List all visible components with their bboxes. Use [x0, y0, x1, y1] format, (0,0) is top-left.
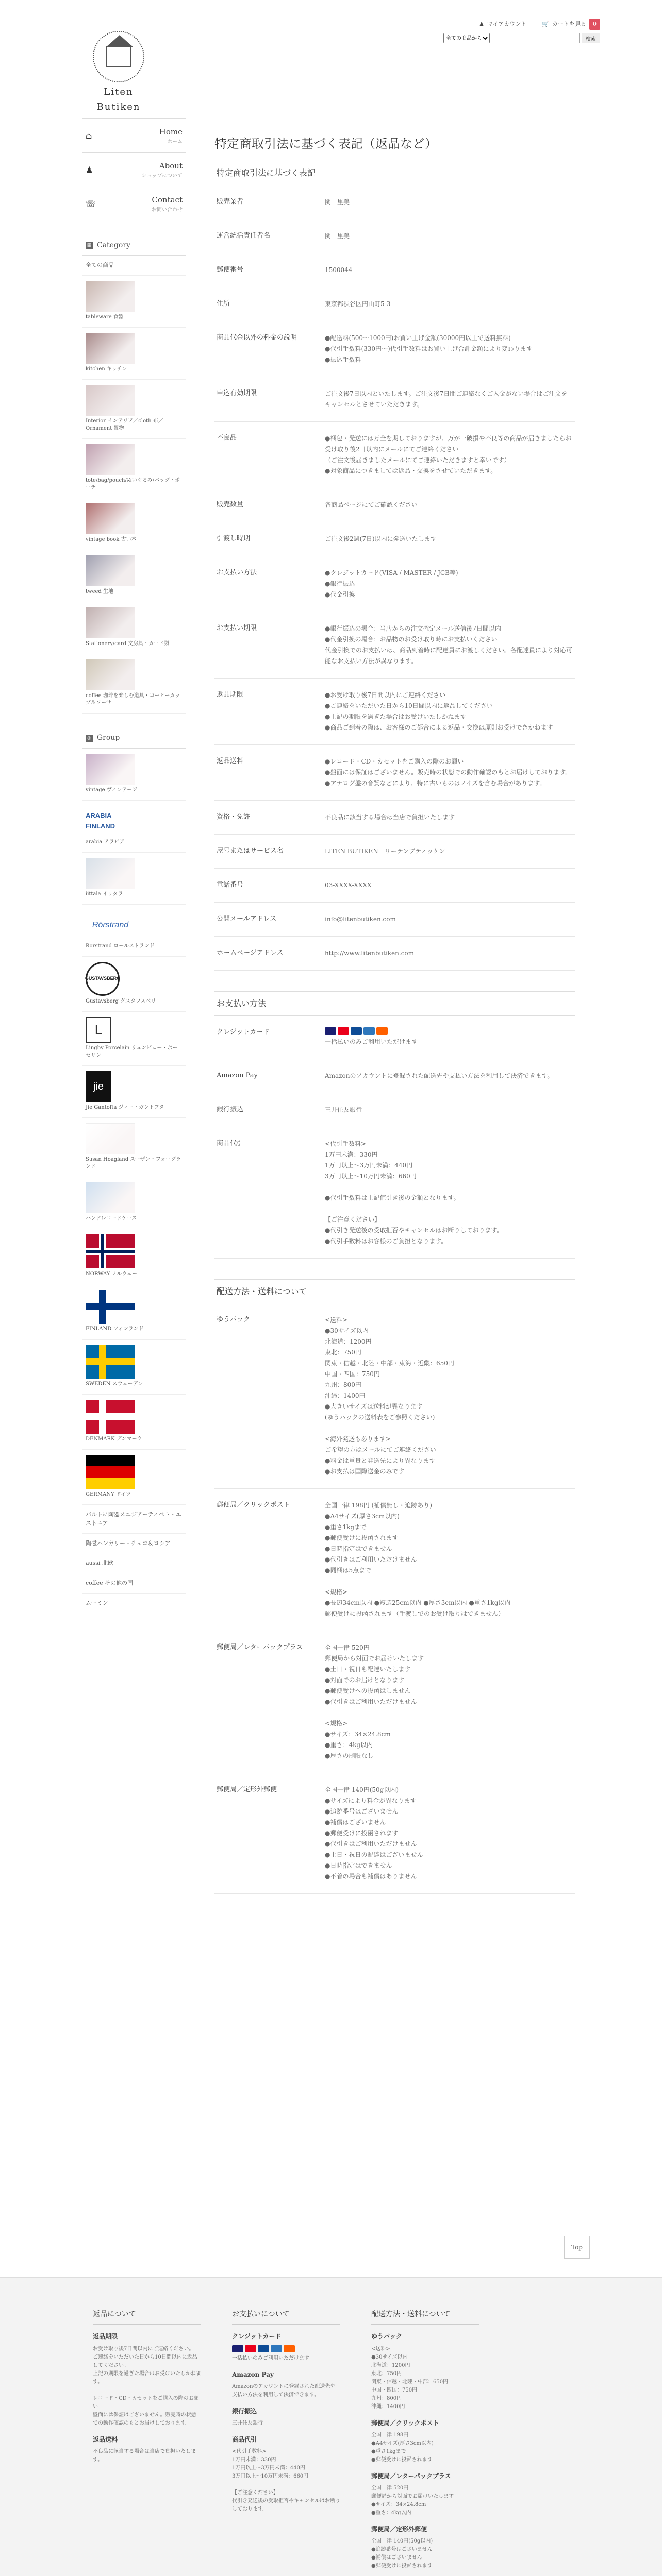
row-label: 返品送料 — [217, 757, 244, 765]
row-value — [325, 1315, 573, 1477]
group-thumbnail — [86, 806, 135, 837]
row-label: 販売数量 — [217, 500, 244, 509]
row-label: 不良品 — [217, 434, 237, 442]
footer-col-body — [232, 2332, 340, 2514]
group-thumbnail — [86, 858, 135, 889]
row-value — [325, 534, 573, 545]
footer-col-body — [371, 2332, 479, 2570]
table-row — [214, 1059, 575, 1093]
group-label: ハンドレコードケース — [86, 1215, 137, 1222]
norway-flag-icon — [86, 1234, 135, 1268]
row-label: 申込有効期限 — [217, 389, 257, 397]
phone-icon: ☏ — [86, 198, 96, 209]
nav-labels — [159, 126, 186, 146]
footer-item-text: <送料> ●30サイズ以内 北海道：1200円 東北：750円 関東・信越・北陸・中部：650円 中国・四国：750円 九州：800円 沖縄：1400円 — [371, 2346, 449, 2410]
nav-label-jp: ショップについて — [141, 173, 183, 179]
group-label: GERMANY ドイツ — [86, 1491, 131, 1497]
footer-item-heading: 返品期限 — [93, 2333, 118, 2341]
sidebar-link[interactable]: aussi 北欧 — [82, 1553, 186, 1573]
group-item[interactable] — [82, 1229, 186, 1284]
group-item[interactable] — [82, 749, 186, 801]
group-label: Rorstrand ロールストランド — [86, 943, 155, 949]
row-value-text: 関 里美 — [325, 232, 350, 240]
footer-item-heading: 郵便局／レターパックプラス — [371, 2472, 451, 2480]
row-value-text: <送料> ●30サイズ以内 北海道：1200円 東北：750円 関東・信越・北陸・中部・東海・近畿：650円 中国・四国：750円 九州：800円 沖縄：1400円 ●大きいサイズは送料が異なります (ゆうパックの送料表をご参照ください) <海外発送もあります> ご希望の方はメールにてご連絡ください ●料金は重量と発送先により異なります ●お支払は国際送金のみです — [325, 1316, 454, 1476]
table-row — [214, 1127, 575, 1259]
footer-item-heading: 商品代引 — [232, 2435, 257, 2443]
row-value — [325, 623, 573, 667]
cart-count-badge: 0 — [589, 19, 600, 30]
group-heading — [82, 728, 186, 749]
row-value-text: ご注文後2週(7日)以内に発送いたします — [325, 535, 437, 543]
group-heading-text: Group — [97, 734, 120, 742]
row-value-text: ●梱包・発送には万全を期しておりますが、万が一破損や不良等の商品が届きましたらお受け取り後2日以内にメールにてご連絡ください （ご注文後届きましたメールにてご連絡いただきますと幸いです） ●対象商品につきましては返品・交換をさせていただきます。 — [325, 434, 572, 474]
row-value-text: ●クレジットカード(VISA / MASTER / JCB等) ●銀行振込 ●代金引換 — [325, 569, 458, 598]
group-logo-text: L — [94, 1021, 103, 1037]
table-row — [214, 377, 575, 422]
nav-label-en: Contact — [152, 195, 183, 205]
group-thumbnail — [86, 1123, 135, 1154]
row-value — [325, 333, 573, 365]
row-label: お支払い期限 — [217, 624, 257, 632]
group-thumbnail — [86, 1017, 111, 1043]
footer-col-heading: お支払いについて — [232, 2309, 340, 2325]
row-value-text: 各商品ページにてご確認ください — [325, 501, 418, 509]
group-item[interactable] — [82, 1284, 186, 1340]
footer-item-heading: 郵便局／定形外郵便 — [371, 2525, 427, 2533]
table-row — [214, 612, 575, 679]
search-scope-select[interactable] — [443, 33, 490, 43]
person-icon: ♟ — [86, 164, 93, 175]
category-item[interactable] — [82, 498, 186, 550]
finland-flag-icon — [86, 1290, 135, 1324]
row-value-text: ●お受け取り後7日間以内にご連絡ください ●ご連絡をいただいた日から10日間以内に返品してください ●上記の期限を過ぎた場合はお受けいたしかねます ●商品ご到着の際は、お客様のご都合による返品・交換は原則お受けできかねます — [325, 691, 553, 731]
category-thumbnail — [86, 607, 135, 638]
group-logo-text: Rörstrand — [92, 920, 129, 929]
cart-icon: 🛒 — [542, 21, 549, 27]
row-value-text: ●配送料(500〜1000円)お買い上げ金額(30000円以上で送料無料) ●代引手数料(330円〜)代引手数料はお買い上げ合計金額により変わります ●振込手数料 — [325, 334, 533, 363]
row-value-text: <代引手数料> 1万円未満：330円 1万円以上〜3万円未満：440円 3万円以上〜10万円未満：660円 ●代引手数料は上記値引き後の金額となります。 【ご注意ください】 ●代引き発送後の受取拒否やキャンセルはお断りしております。 ●代引手数料はお客様のご負担となります。 — [325, 1140, 503, 1245]
amex-card-icon — [363, 1027, 375, 1035]
nav-label-en: About — [159, 161, 183, 171]
category-label: tableware 食器 — [86, 314, 124, 320]
utility-links — [479, 19, 600, 30]
row-label: ゆうパック — [217, 1316, 251, 1324]
category-item[interactable] — [82, 328, 186, 380]
row-label: 商品代引 — [217, 1139, 244, 1147]
sidebar-nav-about[interactable] — [82, 152, 186, 187]
category-thumbnail — [86, 281, 135, 312]
group-label: Lingby Porcelain リュンビュー・ポーセリン — [86, 1045, 178, 1058]
row-value — [325, 197, 573, 208]
group-item[interactable] — [82, 1118, 186, 1177]
row-value-text: 一括払いのみご利用いただけます — [325, 1038, 418, 1045]
group-list — [82, 749, 186, 1505]
group-label: iittala イッタラ — [86, 891, 123, 897]
row-value — [325, 1105, 573, 1115]
footer-columns — [0, 2278, 662, 2570]
group-item[interactable] — [82, 1066, 186, 1118]
row-value-text: ご注文後7日以内といたします。ご注文後7日間ご連絡なくご入金がない場合はご注文をキャンセルとさせていただきます。 — [325, 389, 568, 408]
row-label: 返品期限 — [217, 690, 244, 699]
sidebar-link[interactable]: ムーミン — [82, 1594, 186, 1614]
section-heading-payment: お支払い方法 — [214, 991, 575, 1016]
house-icon: ⌂ — [86, 130, 92, 141]
footer-item-heading: ゆうパック — [371, 2333, 403, 2341]
group-label: DENMARK デンマーク — [86, 1436, 142, 1442]
table-row — [214, 1773, 575, 1894]
group-thumbnail — [86, 1071, 111, 1102]
amex-card-icon — [271, 2345, 282, 2352]
category-thumbnail — [86, 555, 135, 586]
row-value — [325, 948, 573, 959]
category-label: vintage book 古い本 — [86, 536, 137, 543]
row-label: 郵便局／定形外郵便 — [217, 1786, 277, 1794]
group-item[interactable] — [82, 957, 186, 1012]
search-bar — [443, 33, 600, 43]
category-all-link[interactable]: 全ての商品 — [82, 256, 186, 276]
section-heading-legal: 特定商取引法に基づく表記 — [214, 161, 575, 185]
sweden-flag-icon — [86, 1345, 135, 1379]
footer-card-icons — [232, 2345, 340, 2352]
category-item[interactable] — [82, 602, 186, 654]
header — [0, 0, 662, 118]
group-item[interactable] — [82, 1177, 186, 1229]
logo-house-icon — [106, 46, 131, 67]
group-thumbnail — [86, 1182, 135, 1213]
row-value-text: 全国一律 198円 (補償無し・追跡あり) ●A4サイズ(厚さ3cm以内) ●重さ1kgまで ●郵便受けに投函されます ●日時指定はできません ●代引きはご利用いただけません ●同梱は5点まで <規格> ●長辺34cm以内 ●短辺25cm以内 ●厚さ3cm以内 ●重さ1kg以内 郵便受けに投函されます（手渡しでのお受け取りはできません） — [325, 1502, 511, 1618]
germany-flag-icon — [86, 1455, 135, 1489]
row-value-text: 全国一律 520円 郵便局から対面でお届けいたします ●土日・祝日も配達いたします ●対面でのお届けとなります ●郵便受けへの投函はしません ●代引きはご利用いただけません <規格> ●サイズ：34×24.8cm ●重さ：4kg以内 ●厚さの制限なし — [325, 1644, 424, 1760]
row-value — [325, 388, 573, 410]
row-value-text: http://www.litenbutiken.com — [325, 949, 415, 957]
row-value — [325, 1027, 573, 1047]
table-row — [214, 903, 575, 937]
category-item[interactable] — [82, 276, 186, 328]
row-value-text: info@litenbutiken.com — [325, 915, 396, 923]
group-thumbnail — [86, 910, 135, 941]
category-heading — [82, 235, 186, 256]
cart-link[interactable] — [542, 19, 600, 30]
footer-item-heading: Amazon Pay — [232, 2370, 274, 2378]
category-label: Interior インテリア／cloth 布／Ornament 置物 — [86, 418, 163, 431]
table-row — [214, 253, 575, 287]
row-value — [325, 231, 573, 242]
table-row — [214, 679, 575, 745]
category-list — [82, 276, 186, 714]
sidebar-link[interactable]: coffee その他の国 — [82, 1573, 186, 1594]
category-thumbnail — [86, 503, 135, 534]
row-label: ホームページアドレス — [217, 948, 284, 957]
row-value — [325, 433, 573, 477]
category-thumbnail — [86, 659, 135, 690]
nav-label-en: Home — [159, 127, 183, 137]
row-label: クレジットカード — [217, 1028, 270, 1036]
mastercard-icon — [245, 2345, 256, 2352]
group-label: arabia アラビア — [86, 839, 125, 845]
row-label: 屋号またはサービス名 — [217, 846, 284, 855]
page-title: 特定商取引法に基づく表記（返品など） — [214, 137, 437, 151]
category-item[interactable] — [82, 439, 186, 498]
table-row — [214, 422, 575, 488]
sidebar-link[interactable]: 陶磁ハンガリー・チェコ＆ロシア — [82, 1534, 186, 1554]
table-row — [214, 522, 575, 556]
row-value — [325, 1500, 573, 1619]
footer-col-payment — [232, 2309, 340, 2570]
table-row — [214, 1016, 575, 1059]
category-label: tweed 生地 — [86, 588, 113, 595]
row-label: 銀行振込 — [217, 1105, 244, 1113]
footer-item-text: 全国一律 198円 ●A4サイズ(厚さ3cm以内) ●重さ1kgまで ●郵便受けに投函されます — [371, 2432, 434, 2463]
table-row — [214, 1303, 575, 1489]
row-value — [325, 299, 573, 310]
group-item[interactable] — [82, 1340, 186, 1395]
shop-logo[interactable] — [88, 21, 144, 112]
category-icon: ▦ — [86, 242, 93, 249]
mastercard-icon — [338, 1027, 349, 1035]
row-label: Amazon Pay — [217, 1071, 258, 1079]
group-label: Susan Hoagland スーザン・フォーグランド — [86, 1156, 181, 1170]
sidebar-links — [82, 1505, 186, 1614]
row-value-text: 三井住友銀行 — [325, 1106, 362, 1113]
category-thumbnail — [86, 333, 135, 364]
shipping-table — [214, 1303, 575, 1894]
group-label: FINLAND フィンランド — [86, 1326, 144, 1332]
cart-label: カートを見る — [552, 21, 586, 27]
row-label: お支払い方法 — [217, 568, 257, 577]
group-label: Jie Gantofta ジィー・ガントフタ — [86, 1104, 164, 1110]
row-label: 公開メールアドレス — [217, 914, 277, 923]
footer-item-heading: クレジットカード — [232, 2333, 282, 2341]
visa-card-icon — [325, 1027, 336, 1035]
row-value-text: 不良品に該当する場合は当店で負担いたします — [325, 813, 455, 821]
row-value — [325, 1642, 573, 1761]
table-row — [214, 219, 575, 253]
row-value-text: 東京都渋谷区円山町5-3 — [325, 300, 391, 308]
row-label: 資格・免許 — [217, 812, 251, 821]
footer-item-text: Amazonのアカウントに登録された配送先や支払い方法を利用して決済できます。 — [232, 2383, 336, 2398]
group-logo-text: jie — [93, 1080, 104, 1092]
category-thumbnail — [86, 444, 135, 475]
diners-card-icon — [284, 2345, 295, 2352]
nav-label-jp: お問い合わせ — [152, 207, 183, 213]
table-row — [214, 1631, 575, 1773]
footer-item-text: 一括払いのみご利用いただけます — [232, 2355, 309, 2361]
footer-col-body — [93, 2332, 201, 2464]
group-logo-text: ARABIA FINLAND — [86, 811, 115, 830]
footer-col-heading: 返品について — [93, 2309, 201, 2325]
row-value — [325, 500, 573, 511]
row-value-text: ●銀行振込の場合：当店からの注文確定メール送信後7日間以内 ●代金引換の場合：お品物のお受け取り時にお支払いください 代金引換でのお支払いは、商品到着時に配達員にお渡しください。各配達員により対応可能なお支払い方法が異なります。 — [325, 624, 573, 665]
footer-item-text: お受け取り後7日間以内にご連絡ください。 ご連絡をいただいた日から10日間以内に返品してください。 上記の期限を過ぎた場合はお受けいたしかねます。 レコード・CD・カセットをご購入の際のお願い 盤面には保証はございません。販売時の状態での動作確認のもとお届けしております。 — [93, 2346, 201, 2426]
row-value — [325, 1139, 573, 1247]
group-label: Gustavsberg グスタフスベリ — [86, 998, 156, 1004]
row-value — [325, 568, 573, 600]
sidebar-nav-contact[interactable] — [82, 187, 186, 221]
denmark-flag-icon — [86, 1400, 135, 1434]
footer-item-text: 三井住友銀行 — [232, 2420, 263, 2426]
table-row — [214, 488, 575, 522]
nav-labels — [152, 194, 186, 214]
row-value-text: Amazonのアカウントに登録された配送先や支払い方法を利用して決済できます。 — [325, 1072, 554, 1079]
search-button[interactable]: 検索 — [582, 33, 600, 43]
row-label: 電話番号 — [217, 880, 244, 889]
mypage-link[interactable] — [479, 20, 526, 29]
group-item[interactable] — [82, 1012, 186, 1066]
row-label: 運営統括責任者名 — [217, 231, 271, 240]
group-thumbnail — [86, 754, 135, 785]
table-row — [214, 556, 575, 612]
row-label: 引渡し時期 — [217, 534, 251, 543]
row-label: 販売業者 — [217, 197, 244, 206]
footer-item-heading: 銀行振込 — [232, 2407, 257, 2415]
diners-card-icon — [376, 1027, 388, 1035]
category-label: tote/bag/pouch/ぬいぐるみ/バッグ・ポーチ — [86, 477, 180, 490]
footer-col-shipping — [371, 2309, 479, 2570]
row-value — [325, 756, 573, 789]
table-row — [214, 835, 575, 869]
sidebar-nav — [82, 118, 186, 221]
logo-roof-icon — [106, 35, 134, 47]
category-item[interactable] — [82, 380, 186, 439]
table-row — [214, 869, 575, 903]
group-item[interactable] — [82, 905, 186, 957]
group-item[interactable] — [82, 801, 186, 853]
sidebar — [82, 118, 186, 1894]
logo-text: Liten Butiken — [96, 87, 141, 112]
category-label: coffee 珈琲を楽しむ道具・コーヒーカップ＆ソーサ — [86, 692, 180, 706]
row-label: 郵便番号 — [217, 265, 244, 274]
sidebar-nav-home[interactable] — [82, 118, 186, 152]
main-content — [214, 118, 575, 1894]
table-row — [214, 185, 575, 219]
section-heading-shipping: 配送方法・送料について — [214, 1279, 575, 1304]
table-row — [214, 801, 575, 835]
visa-card-icon — [232, 2345, 243, 2352]
group-logo-text: GUSTAVSBERG — [85, 976, 121, 981]
sidebar-link[interactable]: バルトに陶器スエジアーティベト・エストニア — [82, 1505, 186, 1534]
table-row — [214, 287, 575, 321]
footer-item-heading: 返品送料 — [93, 2435, 118, 2443]
row-label: 郵便局／レターパックプラス — [217, 1643, 303, 1652]
footer-item-text: 全国一律 140円(50g以内) ●追跡番号はございません ●補償はございません ●郵便受けに投函されます — [371, 2538, 433, 2569]
row-label: 住所 — [217, 299, 230, 308]
row-value-text: 関 里美 — [325, 198, 350, 206]
table-row — [214, 321, 575, 377]
card-brand-icons — [325, 1027, 573, 1035]
group-item[interactable] — [82, 1395, 186, 1450]
row-value — [325, 690, 573, 733]
payment-table — [214, 1016, 575, 1259]
category-item[interactable] — [82, 654, 186, 714]
back-to-top-button[interactable]: Top — [564, 2236, 590, 2259]
table-row — [214, 937, 575, 971]
row-value-text: 03-XXXX-XXXX — [325, 881, 372, 889]
footer-col-returns — [93, 2309, 201, 2570]
row-label: 郵便局／クリックポスト — [217, 1501, 290, 1510]
category-label: Stationery/card 文房具・カード類 — [86, 640, 170, 647]
table-row — [214, 745, 575, 801]
row-value-text: LITEN BUTIKEN リーテンブティッケン — [325, 847, 445, 855]
row-value — [325, 914, 573, 925]
row-value — [325, 265, 573, 276]
jcb-card-icon — [258, 2345, 269, 2352]
row-value-text: 1500044 — [325, 266, 353, 274]
footer-item-text: <代引手数料> 1万円未満：330円 1万円以上〜3万円未満：440円 3万円以上〜10万円未満：660円 【ご注意ください】 代引き発送後の受取拒否やキャンセルはお断りしております。 — [232, 2449, 340, 2513]
group-label: vintage ヴィンテージ — [86, 787, 137, 793]
footer-col-heading: 配送方法・送料について — [371, 2309, 479, 2325]
category-label: kitchen キッチン — [86, 366, 127, 372]
row-value — [325, 846, 573, 857]
row-value-text: 全国一律 140円(50g以内) ●サイズにより料金が異なります ●追跡番号はございません ●補償はございません ●郵便受けに投函されます ●代引きはご利用いただけません ●土日・祝日の配達はございません ●日時指定はできません ●不着の場合も補償はありません — [325, 1786, 423, 1880]
search-input[interactable] — [492, 33, 580, 43]
footer-item-heading: 郵便局／クリックポスト — [371, 2419, 439, 2427]
group-label: NORWAY ノルウェー — [86, 1270, 137, 1277]
table-row — [214, 1093, 575, 1127]
person-icon: ♟ — [479, 21, 484, 27]
row-value — [325, 1071, 573, 1081]
row-value — [325, 812, 573, 823]
group-item[interactable] — [82, 853, 186, 905]
footer-item-text: 全国一律 520円 郵便局から対面でお届けいたします ●サイズ：34×24.8cm ●重さ：4kg以内 — [371, 2485, 454, 2516]
row-value — [325, 880, 573, 891]
group-thumbnail — [86, 962, 120, 996]
jcb-card-icon — [351, 1027, 362, 1035]
group-label: SWEDEN スウェーデン — [86, 1381, 143, 1387]
row-value — [325, 1785, 573, 1882]
mypage-label: マイアカウント — [487, 21, 527, 27]
footer-item-text: 不良品に該当する場合は当店で負担いたします。 — [93, 2448, 196, 2463]
category-thumbnail — [86, 385, 135, 416]
row-label: 商品代金以外の料金の説明 — [217, 333, 297, 342]
legal-table — [214, 185, 575, 971]
group-icon: ◎ — [86, 735, 93, 742]
table-row — [214, 1489, 575, 1631]
nav-label-jp: ホーム — [167, 139, 183, 145]
nav-labels — [141, 160, 186, 180]
footer — [0, 2277, 662, 2576]
category-heading-text: Category — [97, 241, 130, 249]
group-item[interactable] — [82, 1450, 186, 1505]
row-value-text: ●レコード・CD・カセットをご購入の際のお願い ●盤面には保証はございません。販売時の状態での動作確認のもとお届けしております。 ●アナログ盤の音質などにより、特に古いものはノイズを含む場合があります。 — [325, 757, 572, 787]
content-wrap — [0, 118, 662, 1894]
category-item[interactable] — [82, 550, 186, 602]
